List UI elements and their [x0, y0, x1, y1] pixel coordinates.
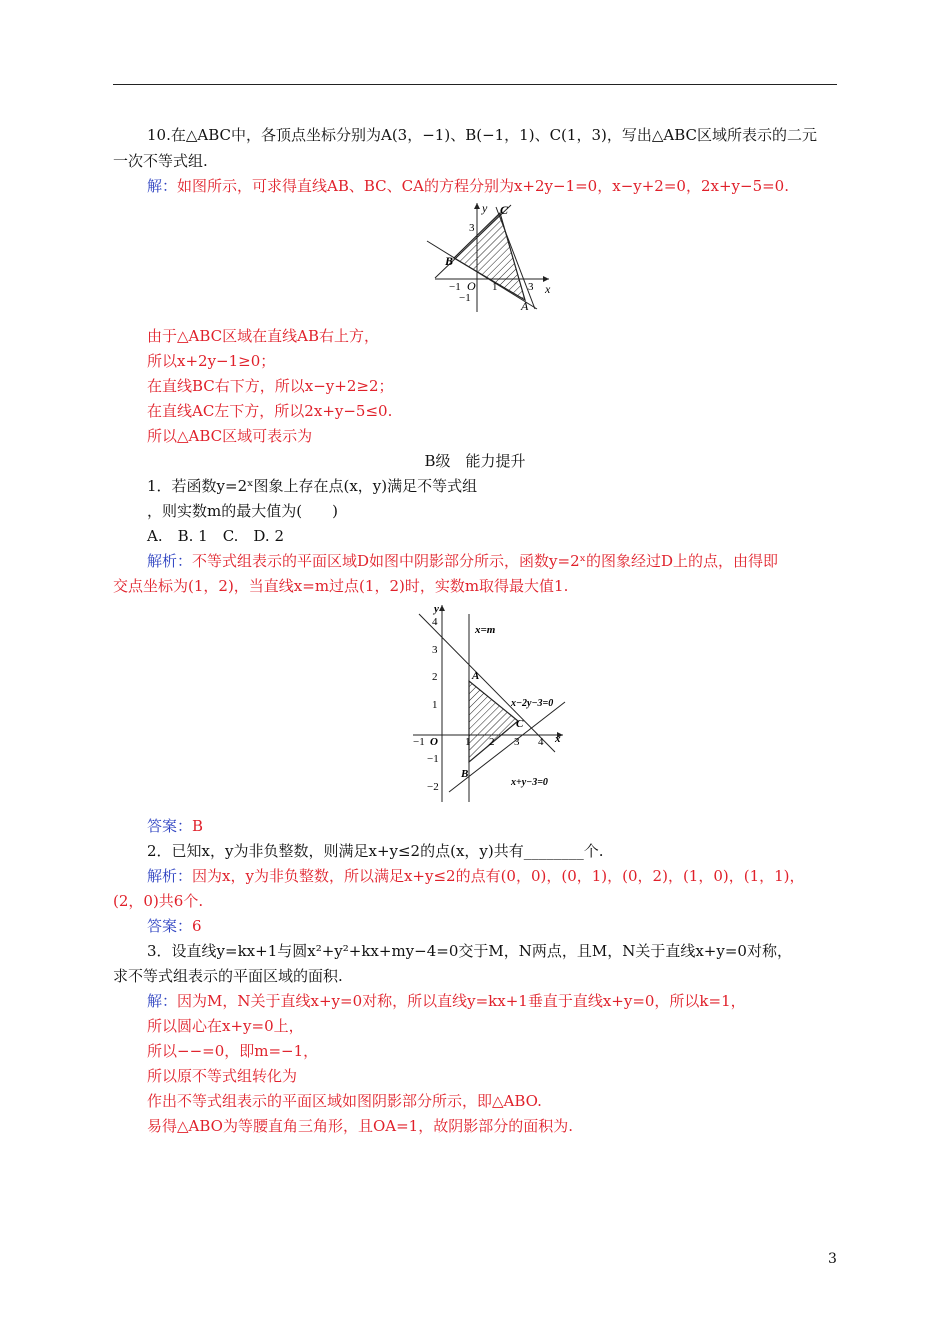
fig2-tick-x2: 2 — [489, 736, 495, 748]
fig2-tick-ym1: −1 — [427, 753, 439, 765]
fig2-tick-x1: 1 — [465, 736, 471, 748]
fig1-tick-y3: 3 — [469, 222, 475, 234]
q1-options: A. B. 1 C. D. 2 — [147, 527, 284, 545]
q3-solution — [147, 991, 746, 1011]
fig2-line1-label: x−2y−3=0 — [511, 698, 554, 709]
q1-text-1: 1．若函数y=2ˣ图象上存在点(x，y)满足不等式组 — [147, 477, 478, 495]
q1-solution-text-2: 交点坐标为(1，2)，当直线x=m过点(1，2)时，实数m取得最大值1. — [113, 577, 569, 595]
fig2-tick-y1: 1 — [432, 699, 438, 711]
fig2-y-label: y — [434, 603, 439, 615]
q3-text-1: 3．设直线y=kx+1与圆x²+y²+kx+my−4=0交于M，N两点，且M，N关于直线x+y=0对称， — [147, 942, 792, 960]
q3-solution-label: 解： — [147, 992, 178, 1010]
q10-line-4: 在直线AC左下方，所以2x+y−5≤0. — [147, 402, 393, 420]
q10-line-1: 由于△ABC区域在直线AB右上方， — [147, 327, 380, 345]
q10-text-2: 一次不等式组. — [113, 152, 208, 170]
q2-solution-text-2: (2，0)共6个. — [113, 892, 204, 910]
q2-text: 2．已知x，y为非负整数，则满足x+y≤2的点(x，y)共有________个. — [147, 842, 604, 860]
q1-text-2: ，则实数m的最大值为( ) — [147, 502, 338, 520]
q3-line-2: 所以−−=0，即m=−1， — [147, 1042, 319, 1060]
fig1-point-b: B — [445, 254, 454, 268]
fig2-tick-x3: 3 — [514, 736, 520, 748]
fig2-point-a: A — [472, 670, 480, 682]
q3-line-1: 所以圆心在x+y=0上， — [147, 1017, 304, 1035]
q1-solution-text-1: 不等式组表示的平面区域D如图中阴影部分所示，函数y=2ˣ的图象经过D上的点，由得即 — [192, 552, 779, 570]
q10-solution-text: 如图所示，可求得直线AB、BC、CA的方程分别为x+2y−1=0，x−y+2=0，2x+y−5=0. — [177, 177, 789, 195]
q2-answer-value: 6 — [192, 917, 202, 935]
q10-line-3: 在直线BC右下方，所以x−y+2≥2； — [147, 377, 394, 395]
fig1-origin: O — [467, 279, 476, 293]
y-axis-arrow — [474, 203, 480, 209]
fig1-tick-xm1: −1 — [449, 281, 461, 293]
fig2-x-label: x — [555, 733, 561, 745]
header-rule — [113, 84, 837, 85]
fig2-line2-label: x+y−3=0 — [511, 777, 548, 788]
q1-answer-value: B — [192, 817, 204, 835]
fig1-tick-x3: 3 — [528, 281, 534, 293]
q2-solution-label: 解析： — [147, 867, 193, 885]
q10-line-2: 所以x+2y−1≥0； — [147, 352, 276, 370]
fig2-tick-ym2: −2 — [427, 781, 439, 793]
q10-text-1: 10.在△ABC中，各顶点坐标分别为A(3，−1)、B(−1，1)、C(1，3)，写出△ABC区域所表示的二元 — [147, 126, 817, 144]
q10-solution-label: 解： — [147, 177, 178, 195]
q1-solution-label: 解析： — [147, 552, 193, 570]
figure-region-d — [405, 602, 575, 804]
fig2-origin: O — [430, 736, 438, 748]
fig2-line-xm-label: x=m — [475, 624, 496, 636]
q10-solution — [147, 176, 789, 196]
q3-text-2: 求不等式组表示的平面区域的面积. — [113, 967, 343, 985]
y-axis-arrow — [439, 605, 445, 611]
q2-answer — [147, 916, 202, 936]
q2-solution — [147, 866, 805, 886]
q3-line-4: 作出不等式组表示的平面区域如图阴影部分所示，即△ABO. — [147, 1092, 542, 1110]
region-d — [469, 681, 518, 762]
fig2-tick-xm1: −1 — [413, 736, 425, 748]
fig1-point-c: C — [500, 203, 509, 217]
page-number: 3 — [828, 1251, 837, 1267]
fig2-point-b: B — [461, 768, 469, 780]
q1-solution — [147, 551, 778, 571]
fig1-tick-x1: 1 — [492, 281, 498, 293]
fig1-x-label: x — [545, 282, 551, 296]
q3-solution-text: 因为M，N关于直线x+y=0对称，所以直线y=kx+1垂直于直线x+y=0，所以k=1， — [177, 992, 746, 1010]
fig2-tick-y3: 3 — [432, 644, 438, 656]
q3-line-3: 所以原不等式组转化为 — [147, 1067, 298, 1085]
fig1-point-a: A — [521, 299, 529, 313]
q1-answer — [147, 816, 203, 836]
q3-line-5: 易得△ABO为等腰直角三角形，且OA=1，故阴影部分的面积为. — [147, 1117, 573, 1135]
fig2-tick-y2: 2 — [432, 671, 438, 683]
fig1-tick-ym1: −1 — [459, 292, 471, 304]
q2-answer-label: 答案： — [147, 917, 193, 935]
fig1-y-label: y — [482, 201, 488, 215]
fig2-tick-y4: 4 — [432, 616, 438, 628]
figure-triangle-abc — [425, 197, 555, 315]
q2-solution-text-1: 因为x，y为非负整数，所以满足x+y≤2的点有(0，0)，(0，1)，(0，2)，(1，0)，(1，1)， — [192, 867, 805, 885]
fig2-point-c: C — [516, 718, 524, 730]
fig2-tick-x4: 4 — [538, 736, 544, 748]
q10-line-5: 所以△ABC区域可表示为 — [147, 427, 313, 445]
q1-answer-label: 答案： — [147, 817, 193, 835]
section-title: B级 能力提升 — [424, 452, 526, 470]
